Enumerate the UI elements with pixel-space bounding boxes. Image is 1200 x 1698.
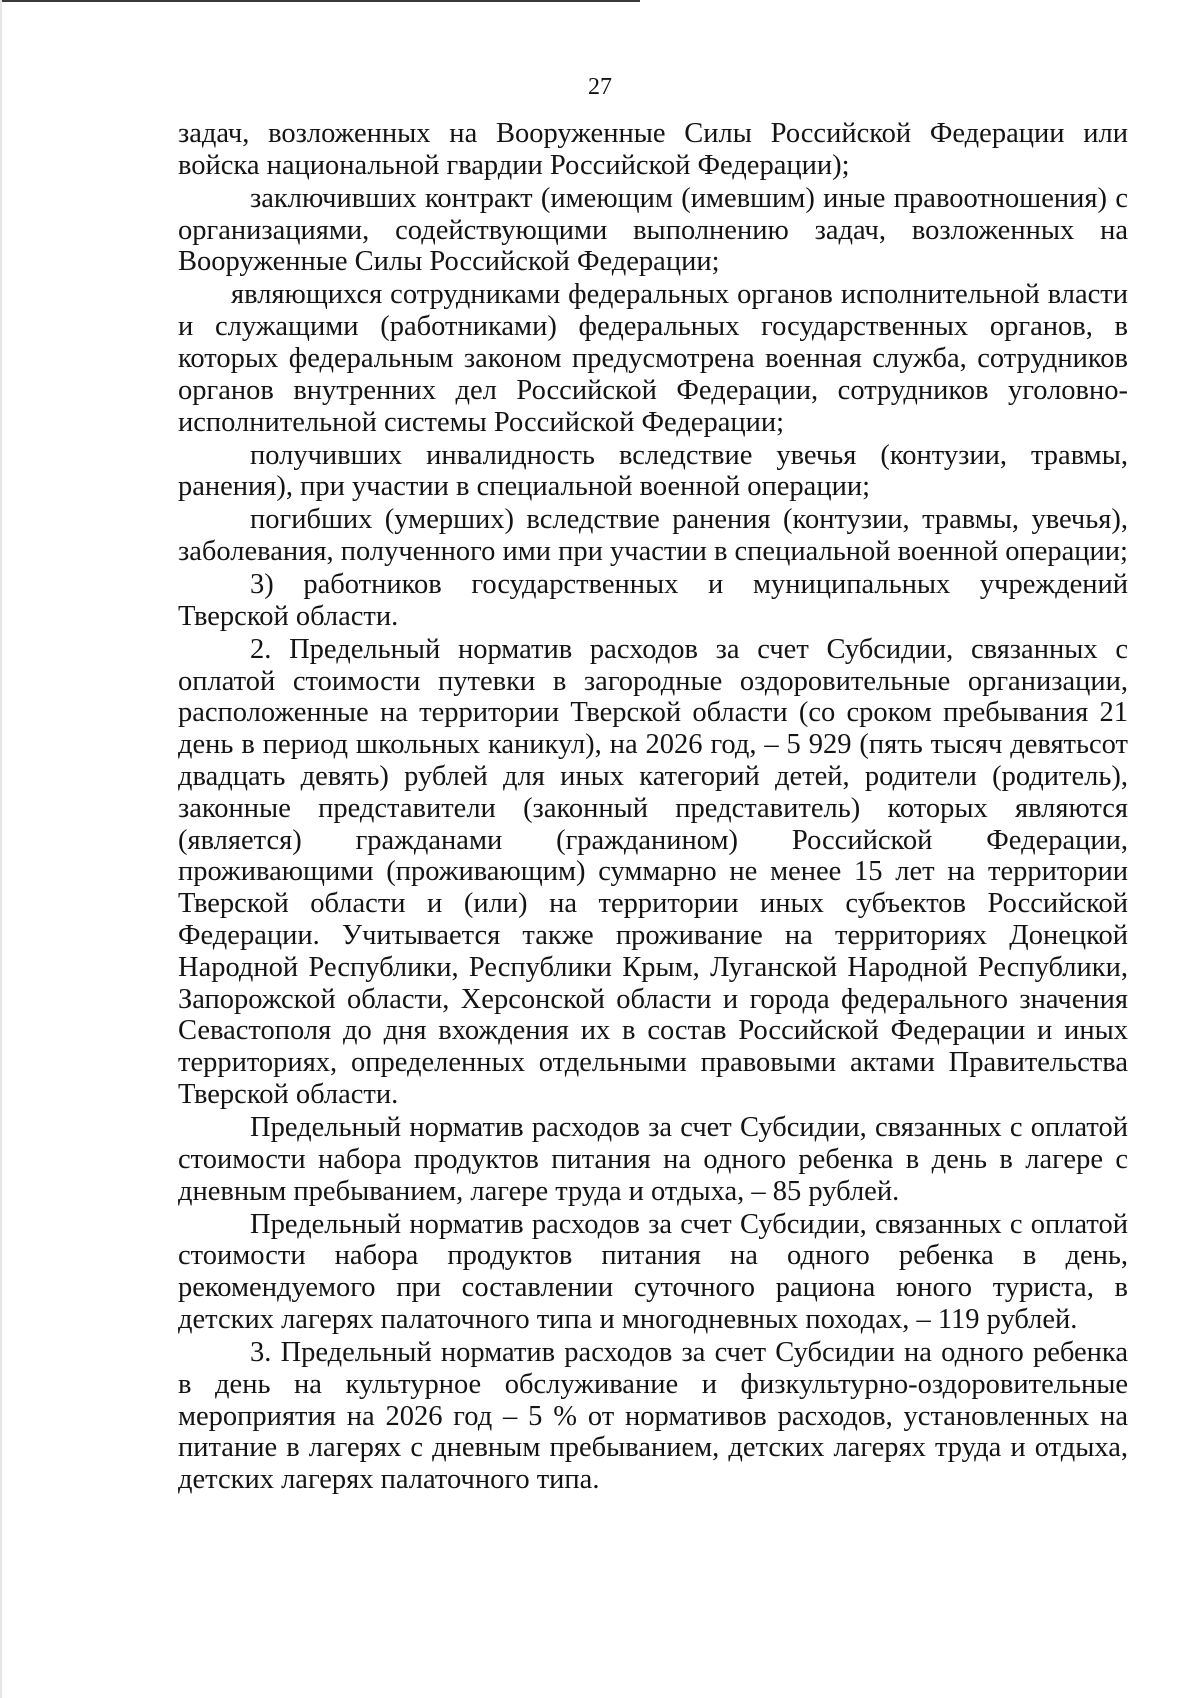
document-body	[178, 118, 1128, 1497]
paragraph-food-day-camp: Предельный норматив расходов за счет Субсидии, связанных с оплатой стоимости набора продуктов питания на одного ребенка в день в лагере с дневным пребыванием, лагере труда и отдыха, – 85 рублей.	[178, 1112, 1128, 1207]
page-number: 27	[588, 74, 612, 100]
paragraph-section-2: 2. Предельный норматив расходов за счет Субсидии, связанных с оплатой стоимости путевки в загородные оздоровительные организации, расположенные на территории Тверской области (со сроком пребывания 21 день в период школьных каникул), на 2026 год, – 5 929 (пять тысяч девятьсот двадцать девять) рублей для иных категорий детей, родители (родитель), законные представители (законный представитель) которых являются (является) гражданами (гражданином) Российской Федерации, проживающими (проживающим) суммарно не менее 15 лет на территории Тверской области и (или) на территории иных субъектов Российской Федерации. Учитывается также проживание на территориях Донецкой Народной Республики, Республики Крым, Луганской Народной Республики, Запорожской области, Херсонской области и города федерального значения Севастополя до дня вхождения их в состав Российской Федерации и иных территориях, определенных отдельными правовыми актами Правительства Тверской области.	[178, 633, 1128, 1111]
paragraph-deceased: погибших (умерших) вследствие ранения (контузии, травмы, увечья), заболевания, полученного ими при участии в специальной военной операции;	[178, 504, 1128, 568]
paragraph-employees: являющихся сотрудниками федеральных органов исполнительной власти и служащими (работниками) федеральных государственных органов, в которых федеральным законом предусмотрена военная служба, сотрудников органов внутренних дел Российской Федерации, сотрудников уголовно-исполнительной системы Российской Федерации;	[178, 279, 1128, 438]
scan-edge-top	[0, 0, 640, 2]
paragraph-food-tourist: Предельный норматив расходов за счет Субсидии, связанных с оплатой стоимости набора продуктов питания на одного ребенка в день, рекомендуемого при составлении суточного рациона юного туриста, в детских лагерях палаточного типа и многодневных походах, – 119 рублей.	[178, 1208, 1128, 1335]
paragraph-contract: заключивших контракт (имеющим (имевшим) иные правоотношения) с организациями, содействующими выполнению задач, возложенных на Вооруженные Силы Российской Федерации;	[178, 182, 1128, 278]
scan-edge-left	[0, 0, 2, 1698]
paragraph-disability: получивших инвалидность вследствие увечья (контузии, травмы, ранения), при участии в специальной военной операции;	[178, 439, 1128, 503]
paragraph-continuation: задач, возложенных на Вооруженные Силы Российской Федерации или войска национальной гвардии Российской Федерации);	[178, 118, 1128, 181]
paragraph-item-3-workers: 3) работников государственных и муниципальных учреждений Тверской области.	[178, 569, 1128, 632]
paragraph-section-3: 3. Предельный норматив расходов за счет Субсидии на одного ребенка в день на культурное обслуживание и физкультурно-оздоровительные мероприятия на 2026 год – 5 % от нормативов расходов, установленных на питание в лагерях с дневным пребыванием, детских лагерях труда и отдыха, детских лагерях палаточного типа.	[178, 1336, 1128, 1496]
